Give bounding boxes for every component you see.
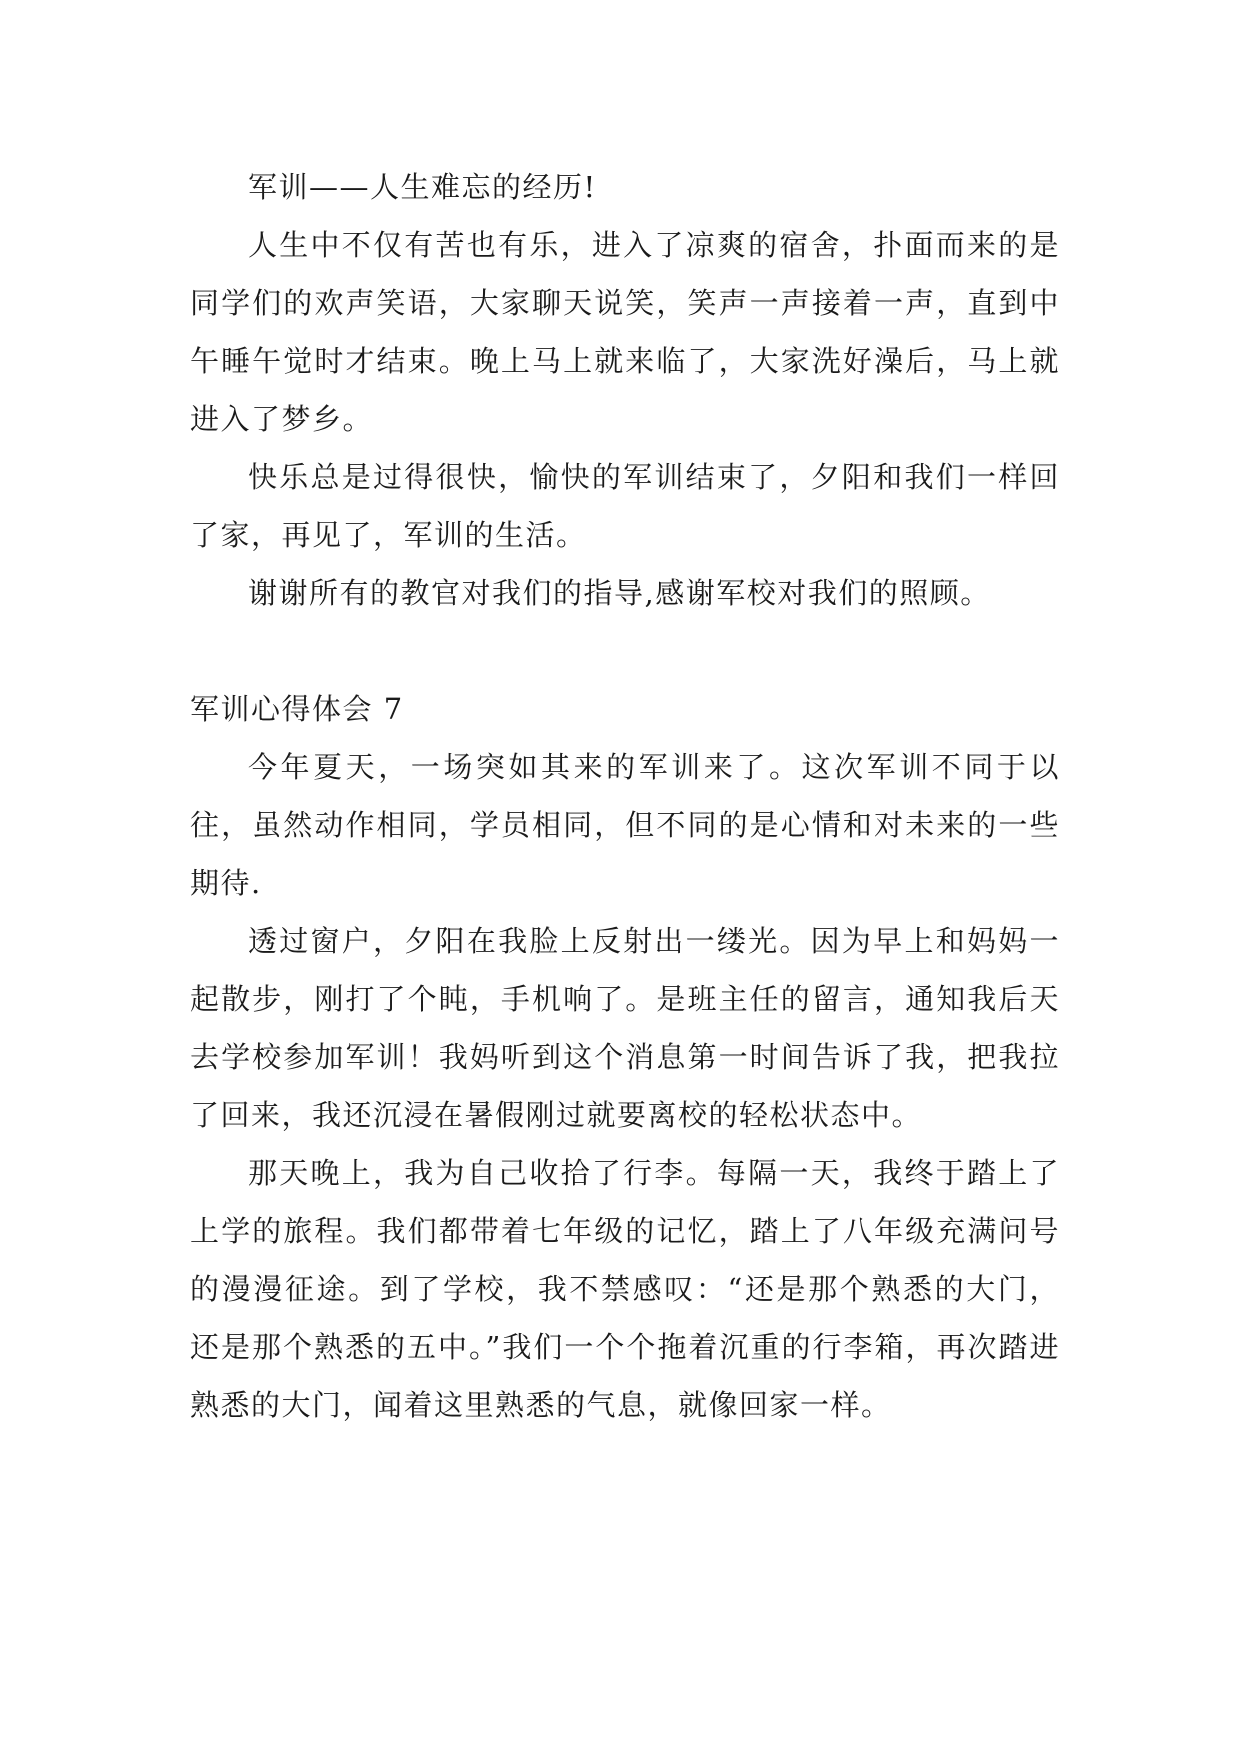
section2-paragraph: 今年夏天，一场突如其来的军训来了。这次军训不同于以往，虽然动作相同，学员相同，但不同的是心情和对未来的一些期待. — [190, 750, 1060, 900]
section1-title-line: 军训——人生难忘的经历! — [248, 170, 597, 204]
section2-heading: 军训心得体会 7 — [190, 692, 404, 726]
section1-paragraph: 谢谢所有的教官对我们的指导,感谢军校对我们的照顾。 — [248, 576, 991, 610]
document-body — [190, 158, 1060, 1434]
section1-paragraph: 人生中不仅有苦也有乐，进入了凉爽的宿舍，扑面而来的是同学们的欢声笑语，大家聊天说笑，笑声一声接着一声，直到中午睡午觉时才结束。晚上马上就来临了，大家洗好澡后，马上就进入了梦乡。 — [190, 228, 1060, 436]
section2-paragraph: 透过窗户，夕阳在我脸上反射出一缕光。因为早上和妈妈一起散步，刚打了个盹，手机响了。是班主任的留言，通知我后天去学校参加军训！我妈听到这个消息第一时间告诉了我，把我拉了回来，我还沉浸在暑假刚过就要离校的轻松状态中。 — [190, 924, 1060, 1132]
section-spacer — [190, 622, 1060, 680]
section2-paragraph: 那天晚上，我为自己收拾了行李。每隔一天，我终于踏上了上学的旅程。我们都带着七年级的记忆，踏上了八年级充满问号的漫漫征途。到了学校，我不禁感叹：“还是那个熟悉的大门，还是那个熟悉的五中。”我们一个个拖着沉重的行李箱，再次踏进熟悉的大门，闻着这里熟悉的气息，就像回家一样。 — [190, 1156, 1060, 1422]
section1-paragraph: 快乐总是过得很快，愉快的军训结束了，夕阳和我们一样回了家，再见了，军训的生活。 — [190, 460, 1060, 552]
